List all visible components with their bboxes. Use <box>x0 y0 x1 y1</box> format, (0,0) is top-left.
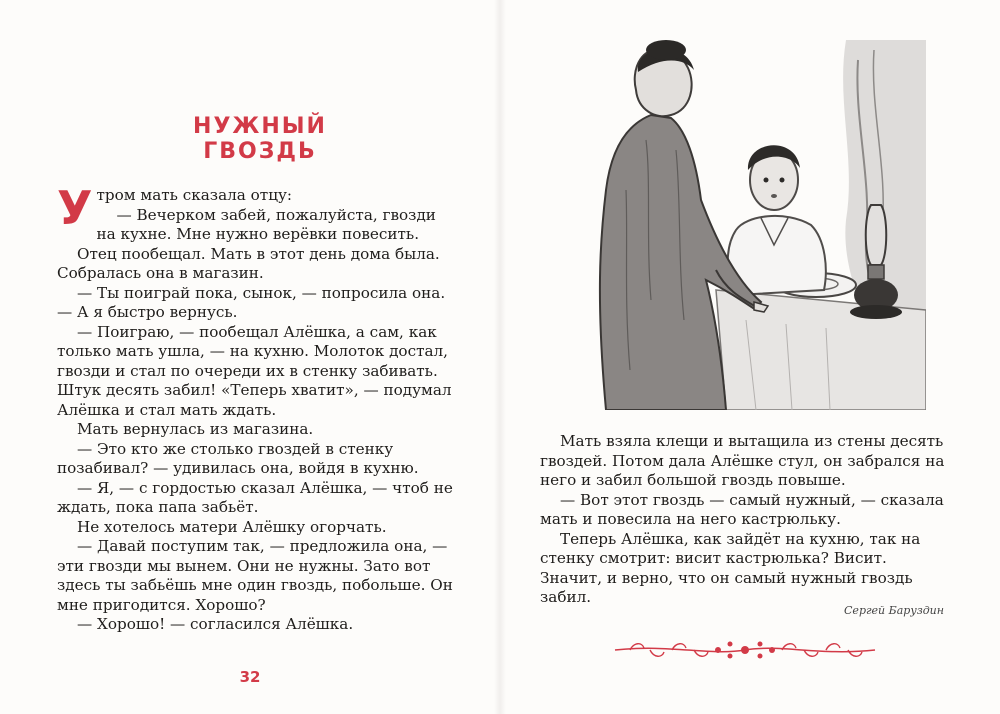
author-signature: Сергей Баруздин <box>844 604 944 617</box>
right-text-block <box>540 432 950 608</box>
paragraph: — Хорошо! — согласился Алёшка. <box>77 615 354 633</box>
paragraph: Отец пообещал. Мать в этот день дома была. Собралась она в магазин. <box>57 244 440 282</box>
illustration-mother-and-son <box>596 40 926 410</box>
paragraph: Теперь Алёшка, как зайдёт на кухню, так на стенку смотрит: висит кастрюлька? Висит. Значит, и верно, что он самый нужный гвоздь забил. <box>540 529 921 606</box>
left-text-block <box>57 181 457 635</box>
page-number: 32 <box>239 668 261 686</box>
paragraph: Не хотелось матери Алёшку огорчать. <box>77 517 387 536</box>
paragraph: — Я, — с гордостью сказал Алёшка, — чтоб не ждать, пока папа забьёт. <box>57 478 453 516</box>
story-title: НУЖНЫЙ ГВОЗДЬ <box>193 114 327 164</box>
right-page <box>500 0 1000 714</box>
paragraph: — Поиграю, — пообещал Алёшка, а сам, как только мать ушла, — на кухню. Молоток достал, гвозди и стал по очереди их в стенку забивать. Штук десять забил! «Теперь хватит», — подумал Алёшка и стал мать ждать. <box>57 322 452 419</box>
paragraph: — Вечерком забей, пожалуйста, гвозди на кухне. Мне нужно верёвки повесить. <box>96 205 436 243</box>
floral-ornament-divider <box>610 636 880 664</box>
paragraph: — Давай поступим так, — предложила она, — эти гвозди мы вынем. Они не нужны. Зато вот здесь ты забьёшь мне один гвоздь, побольше. Он мне пригодится. Хорошо? <box>57 537 453 614</box>
paragraph-1-text: тром мать сказала отцу: <box>96 186 293 204</box>
paragraph: — Это кто же столько гвоздей в стенку позабивал? — удивилась она, войдя в кухню. <box>57 439 419 477</box>
paragraph: Мать взяла клещи и вытащила из стены десять гвоздей. Потом дала Алёшке стул, он забрался на него и забил большой гвоздь повыше. <box>540 432 945 489</box>
paragraph: — Ты поиграй пока, сынок, — попросила она. — А я быстро вернусь. <box>57 283 446 321</box>
drop-cap: У <box>57 181 93 235</box>
paragraph: — Вот этот гвоздь — самый нужный, — сказала мать и повесила на него кастрюльку. <box>540 490 944 528</box>
paragraph: Мать вернулась из магазина. <box>77 420 314 438</box>
